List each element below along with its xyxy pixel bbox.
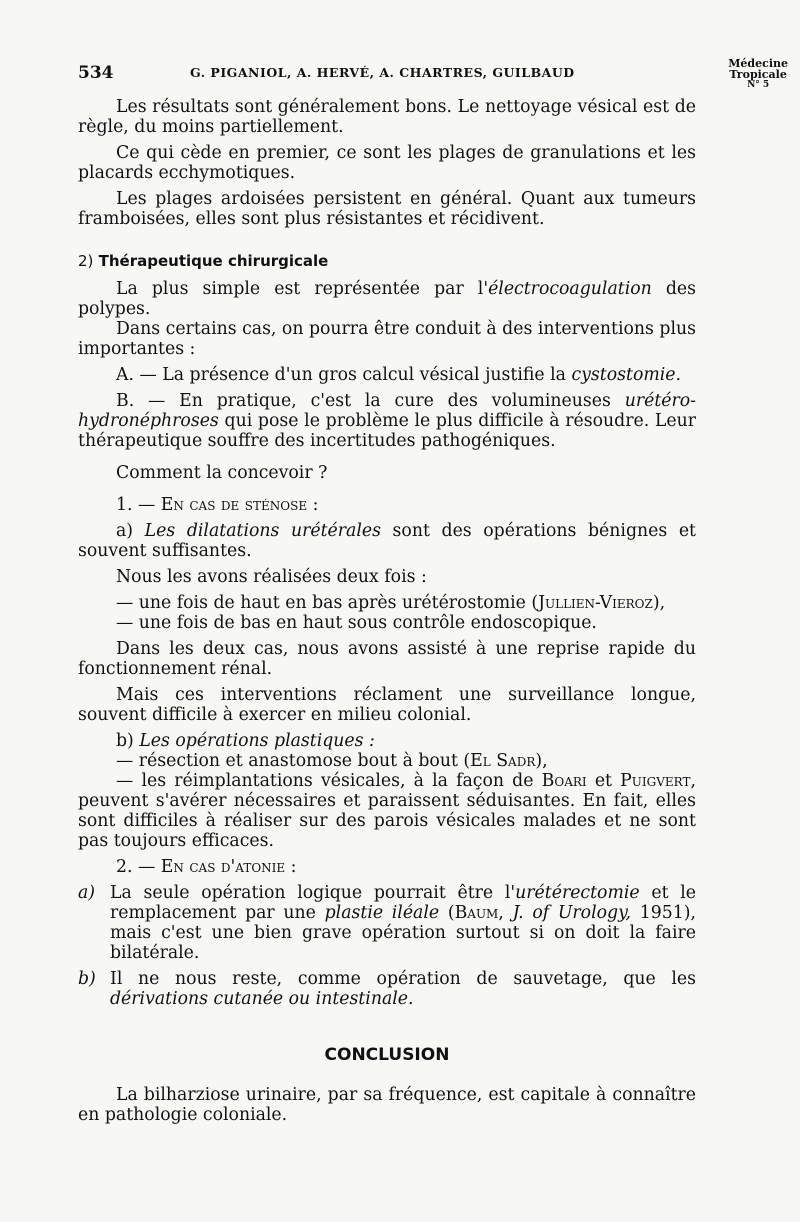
paragraph: Les résultats sont généralement bons. Le nettoyage vésical est de règle, du moins partiellement. [78, 97, 696, 137]
text-run: La seule opération logique pourrait être l' [110, 883, 516, 903]
list-item [78, 771, 696, 851]
page-header [78, 57, 788, 100]
paragraph [78, 279, 696, 319]
emphasis: plastie iléale [324, 903, 440, 923]
list-item [78, 593, 696, 613]
paragraph: Les plages ardoisées persistent en général. Quant aux tumeurs framboisées, elles sont plus résistantes et récidivent. [78, 189, 696, 229]
text-run: B. — En pratique, c'est la cure des volumineuses [116, 391, 625, 411]
conclusion-heading: CONCLUSION [324, 1045, 450, 1065]
text-run: A. — La présence d'un gros calcul vésical justifie la [116, 365, 572, 385]
subsection-heading [78, 857, 696, 877]
text-run: La plus simple est représentée par l' [116, 279, 489, 299]
journal-mark [728, 58, 788, 91]
emphasis: cystostomie. [571, 365, 681, 385]
paragraph [78, 731, 696, 751]
text-run: et [586, 771, 621, 791]
subsection-title: En cas d'atonie : [160, 857, 297, 877]
text-run: — résection et anastomose bout à bout ( [116, 751, 471, 771]
emphasis: urétéro-hydronéphroses [78, 391, 696, 431]
author-name: Jullien-Vieroz [538, 593, 653, 613]
item-label: b) [78, 969, 96, 989]
emphasis: J. of Urology, [512, 903, 632, 923]
paragraph: Ce qui cède en premier, ce sont les plages de granulations et les placards ecchymotiques. [78, 143, 696, 183]
text-run: 1951), mais c'est une bien grave opération surtout si on doit la faire bilatérale. [110, 903, 696, 963]
text-run: , peuvent s'avérer nécessaires et paraissent séduisantes. En fait, elles sont difficiles à réaliser sur des parois vésicales malades et ne sont pas toujours efficaces. [78, 771, 696, 851]
list-item [78, 969, 696, 1009]
subsection-number: 2. — [116, 857, 161, 877]
paragraph: Mais ces interventions réclament une surveillance longue, souvent difficile à exercer en milieu colonial. [78, 685, 696, 725]
emphasis: dérivations cutanée ou intestinale. [110, 989, 414, 1009]
author-name: Puigvert [620, 771, 691, 791]
text-run: ), [535, 751, 548, 771]
emphasis: électrocoagulation [488, 279, 652, 299]
author-name: Boari [541, 771, 587, 791]
paragraph: Dans certains cas, on pourra être conduit à des interventions plus importantes : [78, 319, 696, 359]
item-label: a) [116, 521, 145, 541]
running-head-authors: G. PIGANIOL, A. HERVÉ, A. CHARTRES, GUILBAUD [190, 65, 575, 80]
article-body [78, 97, 696, 1125]
text-run: — les réimplantations vésicales, à la façon de [116, 771, 542, 791]
paragraph [78, 365, 696, 385]
section-number: 2) [78, 252, 94, 270]
text-run: des polypes. [78, 279, 697, 319]
section-title: Thérapeutique chirurgicale [98, 252, 329, 270]
subsection-heading [78, 495, 696, 515]
journal-line1: Médecine [728, 57, 788, 70]
paragraph [78, 521, 696, 561]
text-run: qui pose le problème le plus difficile à résoudre. Leur thérapeutique souffre des incertitudes pathogéniques. [78, 411, 696, 451]
author-name: Baum [454, 903, 499, 923]
text-run: sont des opérations bénignes et souvent suffisantes. [78, 521, 696, 561]
paragraph: Comment la concevoir ? [116, 463, 328, 483]
text-run: ( [439, 903, 455, 923]
item-label: a) [78, 883, 96, 903]
subsection-number: 1. — [116, 495, 161, 515]
text-run: , [498, 903, 513, 923]
item-label: b) [116, 731, 140, 751]
paragraph [78, 391, 696, 451]
text-run: — une fois de haut en bas après urétérostomie ( [116, 593, 539, 613]
journal-issue: N° 5 [747, 80, 770, 90]
emphasis: urétérectomie [515, 883, 640, 903]
page-number: 534 [78, 63, 114, 83]
conclusion-paragraph: La bilharziose urinaire, par sa fréquence, est capitale à connaître en pathologie coloniale. [78, 1085, 696, 1125]
list-item: — une fois de bas en haut sous contrôle endoscopique. [116, 613, 597, 633]
list-item [78, 883, 696, 963]
text-run: ), [652, 593, 666, 613]
list-item [78, 751, 696, 771]
section-heading [78, 251, 696, 271]
emphasis: Les opérations plastiques : [139, 731, 375, 751]
paragraph: Nous les avons réalisées deux fois : [116, 567, 427, 587]
emphasis: Les dilatations urétérales [144, 521, 381, 541]
author-name: El Sadr [470, 751, 536, 771]
journal-line2: Tropicale [729, 68, 787, 81]
subsection-title: En cas de sténose : [160, 495, 319, 515]
text-run: Il ne nous reste, comme opération de sauvetage, que les [110, 969, 696, 989]
text-run: et le remplacement par une [110, 883, 696, 923]
paragraph: Dans les deux cas, nous avons assisté à une reprise rapide du fonctionnement rénal. [78, 639, 696, 679]
